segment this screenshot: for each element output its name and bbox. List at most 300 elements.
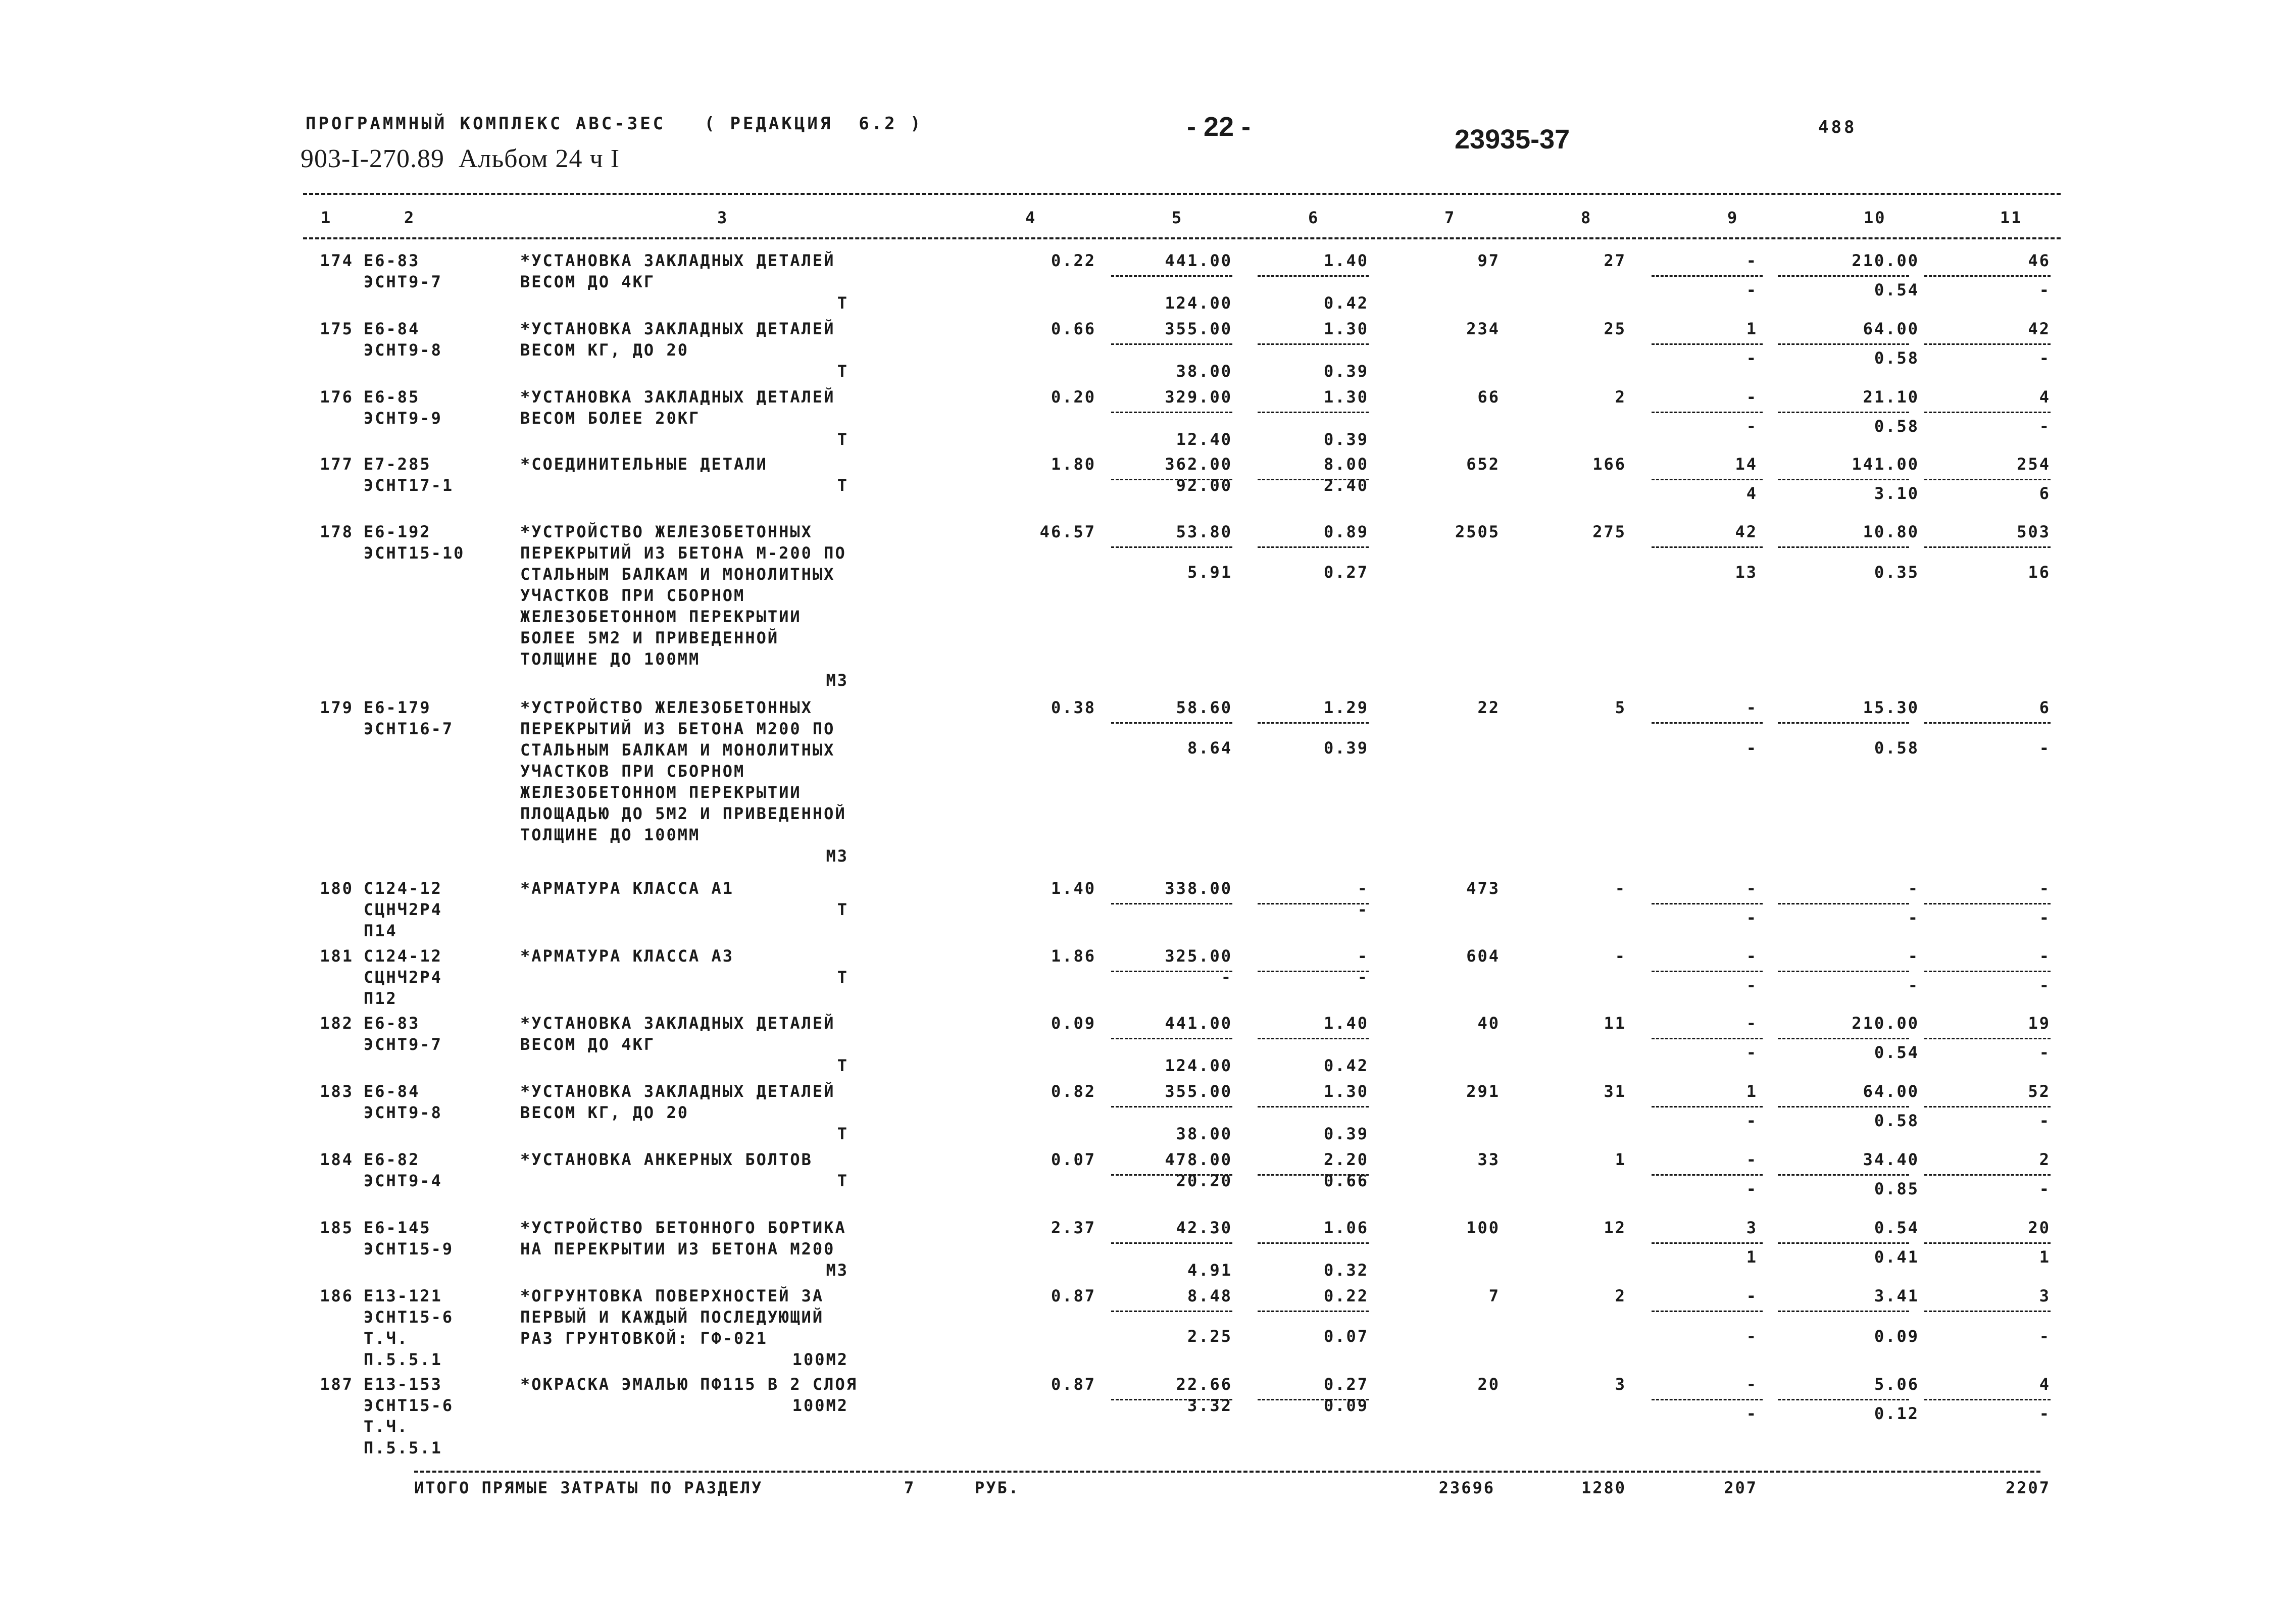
work-description: ТОЛЩИНЕ ДО 100ММ — [520, 825, 701, 844]
sub-rule — [1652, 546, 1763, 548]
sub-rule — [1778, 971, 1909, 972]
unit: М3 — [826, 846, 848, 866]
wage-cost: 3.32 — [1187, 1396, 1232, 1415]
wage-cost-labor: 0.42 — [1323, 293, 1369, 313]
row-number: 180 — [320, 879, 354, 898]
norm-code: Е7-285 — [364, 455, 431, 474]
labor-hours-sub: 0.35 — [1874, 563, 1919, 582]
sub-rule — [1258, 275, 1369, 277]
column-header-4: 4 — [1025, 208, 1037, 227]
norm-code: Е6-192 — [364, 522, 431, 541]
total-wages: 2 — [1615, 387, 1626, 407]
wage-cost: - — [1221, 968, 1232, 987]
work-description: ПЕРЕКРЫТИЙ ИЗ БЕТОНА М200 ПО — [520, 719, 835, 738]
labor-total: 20 — [2028, 1218, 2051, 1237]
row-number: 181 — [320, 946, 354, 966]
sub-rule — [1778, 1106, 1909, 1107]
sub-rule — [1924, 343, 2051, 345]
wage-cost-labor: 0.39 — [1323, 362, 1369, 381]
labor-total-sub: - — [2039, 976, 2051, 995]
labor-hours: 5.06 — [1874, 1375, 1919, 1394]
machine-cost: - — [1746, 1150, 1758, 1169]
norm-code: Е6-85 — [364, 387, 420, 407]
machine-cost: 3 — [1746, 1218, 1758, 1237]
norm-code: Е6-145 — [364, 1218, 431, 1237]
unit: Т — [837, 1124, 848, 1143]
sub-rule — [1111, 1311, 1232, 1312]
labor-total: 3 — [2039, 1286, 2051, 1305]
work-description: *УСТРОЙСТВО БЕТОННОГО БОРТИКА — [520, 1218, 846, 1237]
labor-hours: 0.54 — [1874, 1218, 1919, 1237]
total-cost: 652 — [1466, 455, 1500, 474]
total-cost: 97 — [1477, 251, 1500, 270]
row-number: 185 — [320, 1218, 354, 1237]
machine-cost: - — [1746, 1286, 1758, 1305]
sub-rule — [1258, 343, 1369, 345]
sub-rule — [1111, 275, 1232, 277]
labor-total: 6 — [2039, 698, 2051, 717]
row-number: 184 — [320, 1150, 354, 1169]
unit-cost-labor: 1.30 — [1323, 319, 1369, 338]
machine-cost: - — [1746, 698, 1758, 717]
unit-cost-labor: 1.29 — [1323, 698, 1369, 717]
norm-code: П14 — [364, 921, 397, 940]
sub-rule — [1111, 1242, 1232, 1244]
wage-cost: 4.91 — [1187, 1261, 1232, 1280]
labor-total: 254 — [2017, 455, 2051, 474]
work-description: УЧАСТКОВ ПРИ СБОРНОМ — [520, 762, 745, 781]
labor-total: 46 — [2028, 251, 2051, 270]
total-wages: - — [1615, 946, 1626, 966]
wage-cost: 5.91 — [1187, 563, 1232, 582]
sub-rule — [1778, 546, 1909, 548]
quantity: 1.80 — [1051, 455, 1096, 474]
machine-cost: - — [1746, 946, 1758, 966]
total-cost: 20 — [1477, 1375, 1500, 1394]
machine-labor: - — [1746, 1111, 1758, 1130]
work-description: *АРМАТУРА КЛАССА А1 — [520, 879, 734, 898]
machine-labor: - — [1746, 1327, 1758, 1346]
work-description: БОЛЕЕ 5М2 И ПРИВЕДЕННОЙ — [520, 628, 779, 647]
wage-cost-labor: - — [1357, 900, 1369, 919]
work-description: *УСТАНОВКА АНКЕРНЫХ БОЛТОВ — [520, 1150, 813, 1169]
column-header-9: 9 — [1727, 208, 1739, 227]
sub-rule — [1924, 412, 2051, 413]
quantity: 2.37 — [1051, 1218, 1096, 1237]
sub-rule — [1652, 1106, 1763, 1107]
total-wages: 25 — [1604, 319, 1626, 338]
sub-rule — [1924, 903, 2051, 904]
sub-rule — [1778, 275, 1909, 277]
unit-cost-labor: 1.30 — [1323, 387, 1369, 407]
total-cost: 66 — [1477, 387, 1500, 407]
sub-rule — [1924, 1106, 2051, 1107]
quantity: 1.86 — [1051, 946, 1096, 966]
total-cost: 100 — [1466, 1218, 1500, 1237]
machine-cost: - — [1746, 1014, 1758, 1033]
wage-cost: 124.00 — [1165, 293, 1232, 313]
total-wages: 12 — [1604, 1218, 1626, 1237]
sub-rule — [1652, 412, 1763, 413]
sub-rule — [1111, 412, 1232, 413]
sub-rule — [1111, 546, 1232, 548]
labor-hours: 3.41 — [1874, 1286, 1919, 1305]
sub-rule — [1652, 722, 1763, 724]
totals-section: 7 — [904, 1478, 916, 1497]
labor-total-sub: 16 — [2028, 563, 2051, 582]
total-wages: 2 — [1615, 1286, 1626, 1305]
unit-cost-labor: 0.89 — [1323, 522, 1369, 541]
unit: М3 — [826, 671, 848, 690]
unit-cost-labor: 1.40 — [1323, 1014, 1369, 1033]
work-description: *УСТРОЙСТВО ЖЕЛЕЗОБЕТОННЫХ — [520, 522, 813, 541]
norm-code: Е6-84 — [364, 1082, 420, 1101]
unit: Т — [837, 1171, 848, 1190]
totals-label: ИТОГО ПРЯМЫЕ ЗАТРАТЫ ПО РАЗДЕЛУ — [414, 1478, 763, 1497]
total-cost: 604 — [1466, 946, 1500, 966]
total-wages: 5 — [1615, 698, 1626, 717]
total-wages: 11 — [1604, 1014, 1626, 1033]
sub-rule — [1924, 275, 2051, 277]
labor-total: 4 — [2039, 387, 2051, 407]
machine-labor: - — [1746, 1043, 1758, 1062]
wage-cost-labor: 0.39 — [1323, 430, 1369, 449]
labor-total: 52 — [2028, 1082, 2051, 1101]
machine-cost: 1 — [1746, 1082, 1758, 1101]
row-number: 174 — [320, 251, 354, 270]
machine-labor: - — [1746, 976, 1758, 995]
labor-total-sub: - — [2039, 348, 2051, 368]
machine-labor: - — [1746, 280, 1758, 299]
sub-rule — [1258, 1038, 1369, 1039]
work-description: *УСТАНОВКА ЗАКЛАДНЫХ ДЕТАЛЕЙ — [520, 251, 835, 270]
norm-code: Е13-153 — [364, 1375, 442, 1394]
total-wages: 166 — [1592, 455, 1626, 474]
unit-cost-labor: 1.40 — [1323, 251, 1369, 270]
totals-rule — [414, 1471, 2040, 1473]
sub-rule — [1652, 1399, 1763, 1400]
total-wages: - — [1615, 879, 1626, 898]
column-header-3: 3 — [717, 208, 729, 227]
quantity: 0.87 — [1051, 1286, 1096, 1305]
labor-hours-sub: 0.41 — [1874, 1247, 1919, 1267]
total-cost: 22 — [1477, 698, 1500, 717]
work-description: *СОЕДИНИТЕЛЬНЫЕ ДЕТАЛИ — [520, 455, 768, 474]
norm-code: ЭСНТ9-7 — [364, 272, 442, 291]
program-title: ПРОГРАММНЫЙ КОМПЛЕКС АВС-3ЕС ( РЕДАКЦИЯ 6.2 ) — [306, 114, 923, 134]
machine-labor: - — [1746, 738, 1758, 758]
labor-hours-sub: 0.85 — [1874, 1179, 1919, 1198]
wage-cost-labor: 0.32 — [1323, 1261, 1369, 1280]
wage-cost-labor: 0.66 — [1323, 1171, 1369, 1190]
sub-rule — [1258, 1311, 1369, 1312]
sub-rule — [1778, 1242, 1909, 1244]
labor-hours-sub: 0.58 — [1874, 738, 1919, 758]
norm-code: ЭСНТ9-7 — [364, 1035, 442, 1054]
row-number: 187 — [320, 1375, 354, 1394]
row-number: 183 — [320, 1082, 354, 1101]
column-header-5: 5 — [1172, 208, 1183, 227]
sub-rule — [1652, 343, 1763, 345]
sub-rule — [1778, 1399, 1909, 1400]
norm-code: ЭСНТ15-10 — [364, 543, 465, 563]
sub-rule — [1778, 1174, 1909, 1176]
column-header-2: 2 — [404, 208, 416, 227]
work-description: УЧАСТКОВ ПРИ СБОРНОМ — [520, 586, 745, 605]
sub-rule — [1652, 275, 1763, 277]
sub-rule — [1924, 971, 2051, 972]
unit: 100М2 — [792, 1396, 848, 1415]
labor-total-sub: 1 — [2039, 1247, 2051, 1267]
total-cost: 473 — [1466, 879, 1500, 898]
unit: Т — [837, 1056, 848, 1075]
norm-code: СЦНЧ2Р4 — [364, 968, 442, 987]
unit-cost-labor: 0.22 — [1323, 1286, 1369, 1305]
labor-total: 4 — [2039, 1375, 2051, 1394]
labor-hours-sub: 0.09 — [1874, 1327, 1919, 1346]
unit-cost-labor: 1.06 — [1323, 1218, 1369, 1237]
unit-cost-labor: - — [1357, 879, 1369, 898]
total-wages: 3 — [1615, 1375, 1626, 1394]
sub-rule — [1258, 546, 1369, 548]
labor-hours: 21.10 — [1863, 387, 1919, 407]
labor-hours-sub: - — [1908, 908, 1919, 927]
sub-rule — [1924, 722, 2051, 724]
quantity: 0.82 — [1051, 1082, 1096, 1101]
machine-labor: - — [1746, 417, 1758, 436]
unit-cost-labor: 8.00 — [1323, 455, 1369, 474]
norm-code: Е6-84 — [364, 319, 420, 338]
table-top-rule — [303, 193, 2061, 195]
unit-cost: 329.00 — [1165, 387, 1232, 407]
sub-rule — [1652, 971, 1763, 972]
sub-rule — [1258, 722, 1369, 724]
sub-rule — [1652, 903, 1763, 904]
sub-rule — [1652, 1038, 1763, 1039]
unit-cost: 441.00 — [1165, 1014, 1232, 1033]
norm-code: ЭСНТ15-6 — [364, 1307, 454, 1327]
sub-rule — [1924, 1311, 2051, 1312]
norm-code: Т.Ч. — [364, 1417, 409, 1436]
machine-labor: - — [1746, 908, 1758, 927]
labor-total: 2 — [2039, 1150, 2051, 1169]
labor-hours: - — [1908, 946, 1919, 966]
row-number: 177 — [320, 455, 354, 474]
wage-cost: 38.00 — [1176, 362, 1232, 381]
norm-code: Е13-121 — [364, 1286, 442, 1305]
row-number: 182 — [320, 1014, 354, 1033]
norm-code: ЭСНТ17-1 — [364, 476, 454, 495]
labor-total-sub: - — [2039, 908, 2051, 927]
quantity: 0.66 — [1051, 319, 1096, 338]
total-cost: 234 — [1466, 319, 1500, 338]
machine-labor: 4 — [1746, 484, 1758, 503]
row-number: 175 — [320, 319, 354, 338]
work-description: ЖЕЛЕЗОБЕТОННОМ ПЕРЕКРЫТИИ — [520, 607, 802, 626]
labor-hours-sub: 0.58 — [1874, 1111, 1919, 1130]
unit-cost-labor: 1.30 — [1323, 1082, 1369, 1101]
unit-cost: 42.30 — [1176, 1218, 1232, 1237]
labor-hours-sub: 3.10 — [1874, 484, 1919, 503]
unit-cost-labor: 2.20 — [1323, 1150, 1369, 1169]
norm-code: С124-12 — [364, 946, 442, 966]
work-description: ТОЛЩИНЕ ДО 100ММ — [520, 649, 701, 669]
machine-labor: 13 — [1735, 563, 1758, 582]
total-cost: 7 — [1488, 1286, 1500, 1305]
unit: 100М2 — [792, 1350, 848, 1369]
column-header-8: 8 — [1581, 208, 1592, 227]
work-description: РАЗ ГРУНТОВКОЙ: ГФ-021 — [520, 1329, 768, 1348]
unit: Т — [837, 430, 848, 449]
total-wages: 1 — [1615, 1150, 1626, 1169]
quantity: 46.57 — [1039, 522, 1096, 541]
norm-code: Е6-179 — [364, 698, 431, 717]
work-description: *УСТАНОВКА ЗАКЛАДНЫХ ДЕТАЛЕЙ — [520, 319, 835, 338]
machine-cost: - — [1746, 1375, 1758, 1394]
quantity: 0.22 — [1051, 251, 1096, 270]
machine-labor: - — [1746, 1404, 1758, 1423]
unit-cost: 478.00 — [1165, 1150, 1232, 1169]
quantity: 0.07 — [1051, 1150, 1096, 1169]
row-number: 179 — [320, 698, 354, 717]
unit-cost: 8.48 — [1187, 1286, 1232, 1305]
unit: М3 — [826, 1261, 848, 1280]
work-description: ПЛОЩАДЬЮ ДО 5М2 И ПРИВЕДЕННОЙ — [520, 804, 846, 823]
norm-code: СЦНЧ2Р4 — [364, 900, 442, 919]
machine-labor: - — [1746, 348, 1758, 368]
norm-code: Е6-83 — [364, 1014, 420, 1033]
machine-cost: 1 — [1746, 319, 1758, 338]
sub-rule — [1778, 1038, 1909, 1039]
total-wages: 275 — [1592, 522, 1626, 541]
machine-cost: 42 — [1735, 522, 1758, 541]
document-code: 23935-37 — [1455, 124, 1570, 155]
wage-cost: 38.00 — [1176, 1124, 1232, 1143]
sub-rule — [1924, 479, 2051, 480]
totals-col8: 1280 — [1581, 1478, 1626, 1497]
row-number: 176 — [320, 387, 354, 407]
sub-rule — [1778, 722, 1909, 724]
work-description: НА ПЕРЕКРЫТИИ ИЗ БЕТОНА М200 — [520, 1239, 835, 1258]
unit-cost-labor: 0.27 — [1323, 1375, 1369, 1394]
work-description: ВЕСОМ КГ, ДО 20 — [520, 340, 689, 360]
sub-rule — [1924, 1242, 2051, 1244]
quantity: 1.40 — [1051, 879, 1096, 898]
sub-rule — [1111, 343, 1232, 345]
work-description: *УСТАНОВКА ЗАКЛАДНЫХ ДЕТАЛЕЙ — [520, 1082, 835, 1101]
labor-total: - — [2039, 879, 2051, 898]
work-description: ВЕСОМ КГ, ДО 20 — [520, 1103, 689, 1122]
unit: Т — [837, 362, 848, 381]
sub-rule — [1778, 343, 1909, 345]
wage-cost-labor: 0.39 — [1323, 738, 1369, 758]
unit-cost: 362.00 — [1165, 455, 1232, 474]
machine-labor: 1 — [1746, 1247, 1758, 1267]
labor-hours: 64.00 — [1863, 1082, 1919, 1101]
sub-rule — [1778, 903, 1909, 904]
sub-rule — [1111, 722, 1232, 724]
sub-rule — [1258, 1242, 1369, 1244]
sub-rule — [1778, 479, 1909, 480]
quantity: 0.38 — [1051, 698, 1096, 717]
quantity: 0.20 — [1051, 387, 1096, 407]
totals-col9: 207 — [1724, 1478, 1758, 1497]
machine-labor: - — [1746, 1179, 1758, 1198]
unit-cost: 355.00 — [1165, 319, 1232, 338]
wage-cost: 92.00 — [1176, 476, 1232, 495]
work-description: ВЕСОМ ДО 4КГ — [520, 1035, 656, 1054]
labor-hours: 15.30 — [1863, 698, 1919, 717]
total-cost: 40 — [1477, 1014, 1500, 1033]
labor-total-sub: - — [2039, 280, 2051, 299]
wage-cost: 2.25 — [1187, 1327, 1232, 1346]
quantity: 0.09 — [1051, 1014, 1096, 1033]
labor-hours-sub: 0.54 — [1874, 280, 1919, 299]
wage-cost: 8.64 — [1187, 738, 1232, 758]
sub-rule — [1924, 1174, 2051, 1176]
labor-total: - — [2039, 946, 2051, 966]
labor-hours: 210.00 — [1852, 1014, 1919, 1033]
sheet-code: 488 — [1818, 117, 1857, 137]
work-description: *ОКРАСКА ЭМАЛЬЮ ПФ115 В 2 СЛОЯ — [520, 1375, 858, 1394]
totals-col11: 2207 — [2005, 1478, 2051, 1497]
total-cost: 291 — [1466, 1082, 1500, 1101]
wage-cost-labor: - — [1357, 968, 1369, 987]
wage-cost-labor: 0.39 — [1323, 1124, 1369, 1143]
labor-total: 19 — [2028, 1014, 2051, 1033]
total-cost: 2505 — [1455, 522, 1500, 541]
unit: Т — [837, 968, 848, 987]
unit-cost: 338.00 — [1165, 879, 1232, 898]
labor-hours: 64.00 — [1863, 319, 1919, 338]
norm-code: ЭСНТ9-4 — [364, 1171, 442, 1190]
unit-cost: 53.80 — [1176, 522, 1232, 541]
labor-hours-sub: - — [1908, 976, 1919, 995]
sub-rule — [1652, 1174, 1763, 1176]
labor-total-sub: 6 — [2039, 484, 2051, 503]
labor-total-sub: - — [2039, 1111, 2051, 1130]
column-header-10: 10 — [1864, 208, 1886, 227]
norm-code: ЭСНТ9-8 — [364, 1103, 442, 1122]
work-description: ВЕСОМ ДО 4КГ — [520, 272, 656, 291]
labor-total-sub: - — [2039, 738, 2051, 758]
unit-cost: 58.60 — [1176, 698, 1232, 717]
total-cost: 33 — [1477, 1150, 1500, 1169]
work-description: ВЕСОМ БОЛЕЕ 20КГ — [520, 409, 701, 428]
sub-rule — [1652, 1242, 1763, 1244]
labor-hours: 210.00 — [1852, 251, 1919, 270]
sub-rule — [1778, 412, 1909, 413]
unit: Т — [837, 900, 848, 919]
wage-cost-labor: 0.27 — [1323, 563, 1369, 582]
norm-code: П12 — [364, 989, 397, 1008]
norm-code: ЭСНТ15-9 — [364, 1239, 454, 1258]
norm-code: ЭСНТ9-9 — [364, 409, 442, 428]
unit-cost: 355.00 — [1165, 1082, 1232, 1101]
totals-currency: РУБ. — [975, 1478, 1020, 1497]
sub-rule — [1778, 1311, 1909, 1312]
project-title: 903-I-270.89 Альбом 24 ч I — [301, 144, 620, 173]
sub-rule — [1652, 1311, 1763, 1312]
work-description: ПЕРВЫЙ И КАЖДЫЙ ПОСЛЕДУЮЩИЙ — [520, 1307, 824, 1327]
machine-cost: - — [1746, 251, 1758, 270]
wage-cost: 12.40 — [1176, 430, 1232, 449]
column-header-rule — [303, 237, 2061, 239]
work-description: *УСТАНОВКА ЗАКЛАДНЫХ ДЕТАЛЕЙ — [520, 387, 835, 407]
page-number: - 22 - — [1187, 112, 1251, 142]
unit: Т — [837, 476, 848, 495]
sub-rule — [1924, 546, 2051, 548]
